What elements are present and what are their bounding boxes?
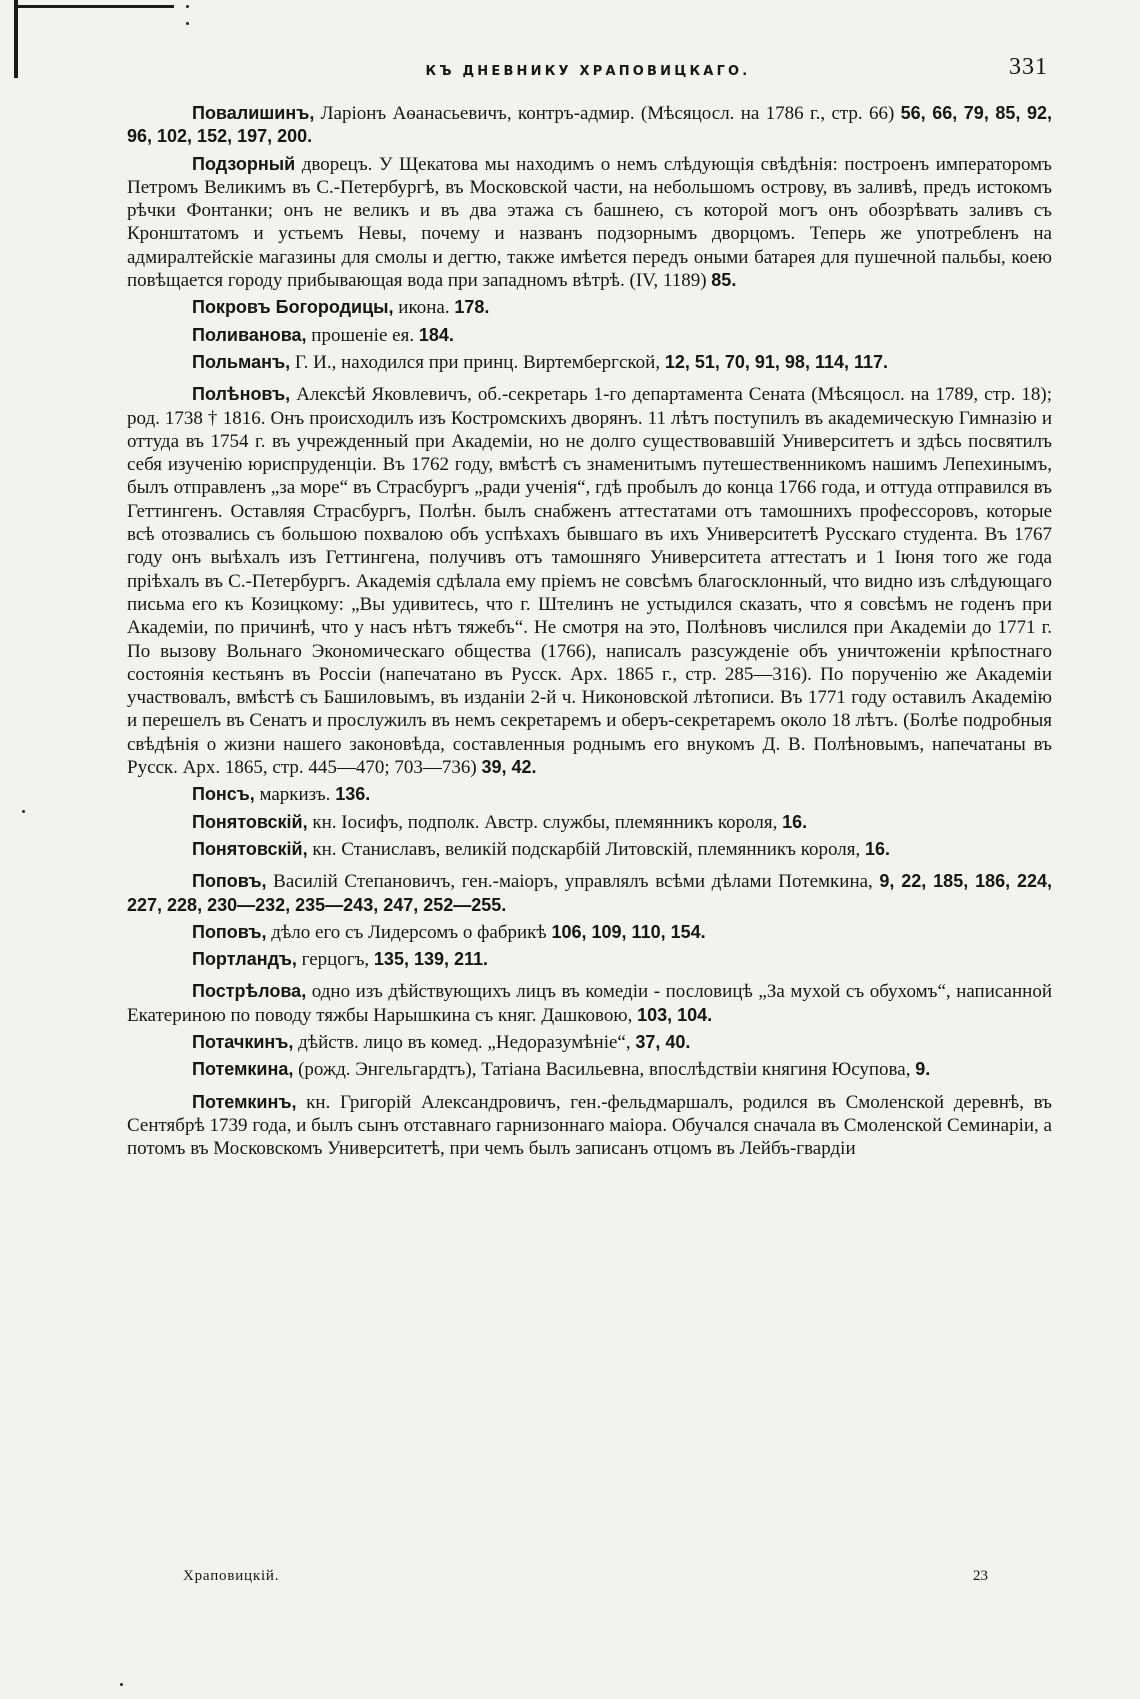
index-entry	[127, 102, 1052, 149]
entry-page-refs: 12, 51, 70, 91, 98, 114, 117.	[664, 351, 889, 372]
entry-headword: Потачкинъ,	[192, 1031, 294, 1052]
index-entries	[127, 102, 1052, 1164]
entry-page-refs: 184.	[418, 324, 454, 345]
entry-headword: Понсъ,	[192, 784, 255, 805]
index-entry	[127, 980, 1052, 1027]
scan-speck	[186, 5, 189, 8]
entry-page-refs: 16.	[864, 838, 890, 859]
entry-text: прошеніе ея.	[306, 324, 419, 346]
scan-speck	[120, 1683, 123, 1686]
entry-page-refs: 103, 104.	[637, 1004, 713, 1025]
entry-headword: Подзорный	[192, 153, 296, 174]
entry-text: маркизъ.	[254, 784, 336, 806]
entry-headword: Понятовскій,	[192, 838, 308, 859]
footer-signature: Храповицкій.	[183, 1568, 280, 1584]
entry-headword: Поповъ,	[192, 871, 267, 892]
scan-edge-mark	[14, 5, 174, 8]
entry-headword: Польманъ,	[192, 351, 291, 372]
entry-text: Алексѣй Яковлевичъ, об.-секретарь 1-го департамента Сената (Мѣсяцосл. на 1789, стр. 18); род. 1738 † 1816. Онъ происходилъ изъ Костромскихъ дворянъ. 11 лѣтъ поступилъ въ академическую Гимназію и оттуда въ 1754 г. въ учрежденный при Академіи, но не долго существовавшій Университетъ и здѣсь посвятилъ себя изученію юриспруденціи. Въ 1762 году, вмѣстѣ съ знаменитымъ путешественникомъ нашимъ Лепехинымъ, былъ отправленъ „за море“ въ Страсбургъ „ради ученія“, гдѣ пробылъ до конца 1766 года, и оттуда отправился въ Геттингенъ. Оставляя Страсбургъ, Полѣн. былъ снабженъ аттестатами отъ тамошнихъ профессоровъ, которые всѣ отозвались съ большою похвалою объ успѣхахъ бывшаго въ ихъ Университетѣ Русскаго студента. Въ 1767 году онъ выѣхалъ изъ Геттингена, получивъ отъ тамошняго Университета аттестатъ и 1 Іюня того же года пріѣхалъ въ С.-Петербургъ. Академія сдѣлала ему пріемъ не совсѣмъ благосклонный, что видно изъ слѣдующаго письма его къ Козицкому: „Вы удивитесь, что г. Штелинъ не устыдился сказать, что я совсѣмъ не годенъ при Академіи, по причинѣ, что у насъ нѣтъ тяжебъ“. Не смотря на это, Полѣновъ числился при Академіи до 1771 г. По вызову Вольнаго Экономическаго общества (1766), написалъ разсужденіе объ уничтоженіи крѣпостнаго состоянія кестьянъ въ Россіи (напечатано въ Русск. Арх. 1865 г., стр. 285—316). По порученію же Академіи участвовалъ, вмѣстѣ съ Башиловымъ, въ изданіи 2-й ч. Никоновской лѣтописи. Въ 1771 году оставилъ Академію и перешелъ въ Сенатъ и прослужилъ въ немъ секретаремъ и оберъ-секретаремъ около 18 лѣтъ. (Болѣе подробныя свѣдѣнія о жизни нашего законовѣда, составленныя роднымъ его внукомъ Д. В. Полѣновымъ, напечатаны въ Русск. Арх. 1865, стр. 445—470; 703—736)	[127, 384, 1052, 779]
entry-headword: Поливанова,	[192, 324, 307, 345]
entry-text: дворецъ. У Щекатова мы находимъ о немъ слѣдующія свѣдѣнія: построенъ императоромъ Петромъ Великимъ въ С.-Петербургѣ, въ Московской части, на небольшомъ острову, въ заливѣ, предъ истокомъ рѣчки Фонтанки; онъ не великъ и въ два этажа съ башнею, съ которой могъ онъ обозрѣвать заливъ съ Кронштатомъ и устьемъ Невы, почему и названъ подзорнымъ дворцомъ. Теперь же употребленъ на адмиралтейскіе магазины для смолы и дегтю, также имѣется передъ оными батарея для пушечной пальбы, коею повѣщается городу прибывающая вода при западномъ вѣтрѣ. (IV, 1189)	[127, 153, 1052, 292]
page-footer	[183, 1568, 988, 1594]
entry-text: кн. Григорій Александровичъ, ген.-фельдмаршалъ, родился въ Смоленской деревнѣ, въ Сентябрѣ 1739 года, и былъ сынъ отставнаго гарнизоннаго маіора. Обучался сначала въ Смоленской Семинаріи, а потомъ въ Московскомъ Университетѣ, при чемъ былъ записанъ отцомъ въ Лейбъ-гвардіи	[127, 1091, 1052, 1160]
entry-page-refs: 136.	[335, 784, 371, 805]
entry-text: Г. И., находился при принц. Виртембергской,	[290, 351, 665, 373]
index-entry	[127, 783, 1052, 806]
entry-text: кн. Іосифъ, подполк. Австр. службы, племянникъ короля,	[307, 811, 783, 833]
entry-text: одно изъ дѣйствующихъ лицъ въ комедіи - пословицѣ „За мухой съ обухомъ“, написанной Екатериною по поводу тяжбы Нарышкина съ княг. Дашковою,	[127, 981, 1052, 1026]
running-head: КЪ ДНЕВНИКУ ХРАПОВИЦКАГО.	[425, 64, 751, 79]
entry-page-refs: 85.	[711, 270, 737, 291]
index-entry	[127, 324, 1052, 347]
entry-text: Ларіонъ Аѳанасьевичъ, контръ-адмир. (Мѣсяцосл. на 1786 г., стр. 66)	[314, 103, 901, 124]
index-entry	[127, 1058, 1052, 1081]
entry-text: икона.	[393, 297, 455, 319]
index-entry	[127, 383, 1052, 779]
scan-edge-mark	[14, 0, 18, 78]
entry-headword: Потемкина,	[192, 1059, 294, 1080]
sheet-number: 23	[973, 1568, 988, 1584]
page-header	[128, 54, 1048, 90]
scan-speck	[186, 22, 189, 25]
entry-text: (рожд. Энгельгардтъ), Татіана Васильевна, впослѣдствіи княгиня Юсупова,	[293, 1059, 916, 1081]
index-entry	[127, 1031, 1052, 1054]
entry-headword: Поповъ,	[192, 921, 267, 942]
entry-headword: Потемкинъ,	[192, 1091, 297, 1112]
entry-page-refs: 135, 139, 211.	[373, 949, 489, 970]
entry-headword: Портландъ,	[192, 949, 297, 970]
entry-headword: Повалишинъ,	[192, 103, 315, 123]
page-number: 331	[1009, 54, 1048, 80]
scan-speck	[22, 810, 25, 813]
entry-headword: Пострѣлова,	[192, 981, 307, 1002]
entry-headword: Полѣновъ,	[192, 384, 291, 405]
index-entry	[127, 296, 1052, 319]
entry-text: кн. Станиславъ, великій подскарбій Литовскій, племянникъ короля,	[307, 838, 865, 860]
entry-text: дѣйств. лицо въ комед. „Недоразумѣніе“,	[293, 1031, 636, 1053]
entry-page-refs: 16.	[782, 811, 808, 832]
entry-page-refs: 106, 109, 110, 154.	[551, 921, 706, 942]
index-entry	[127, 153, 1052, 293]
entry-page-refs: 9.	[915, 1059, 931, 1080]
entry-headword: Покровъ Богородицы,	[192, 297, 394, 318]
entry-page-refs: 39, 42.	[481, 757, 537, 778]
entry-page-refs: 37, 40.	[635, 1031, 691, 1052]
index-entry	[127, 921, 1052, 944]
entry-text: герцогъ,	[296, 949, 374, 971]
entry-page-refs: 9, 22, 185, 186, 224, 227, 228, 230—232, 235—243, 247, 252—255.	[127, 871, 1052, 915]
index-entry	[127, 1091, 1052, 1161]
entry-page-refs: 178.	[454, 297, 490, 318]
entry-text: Василій Степановичъ, ген.-маіоръ, управлялъ всѣми дѣлами Потемкина,	[266, 871, 880, 893]
index-entry	[127, 948, 1052, 971]
index-entry	[127, 838, 1052, 861]
entry-headword: Понятовскій,	[192, 811, 308, 832]
index-entry	[127, 811, 1052, 834]
entry-text: дѣло его съ Лидерсомъ о фабрикѣ	[266, 921, 552, 943]
index-entry	[127, 351, 1052, 374]
entry-page-refs: 56, 66, 79, 85, 92, 96, 102, 152, 197, 200.	[127, 103, 1053, 147]
index-entry	[127, 870, 1052, 917]
